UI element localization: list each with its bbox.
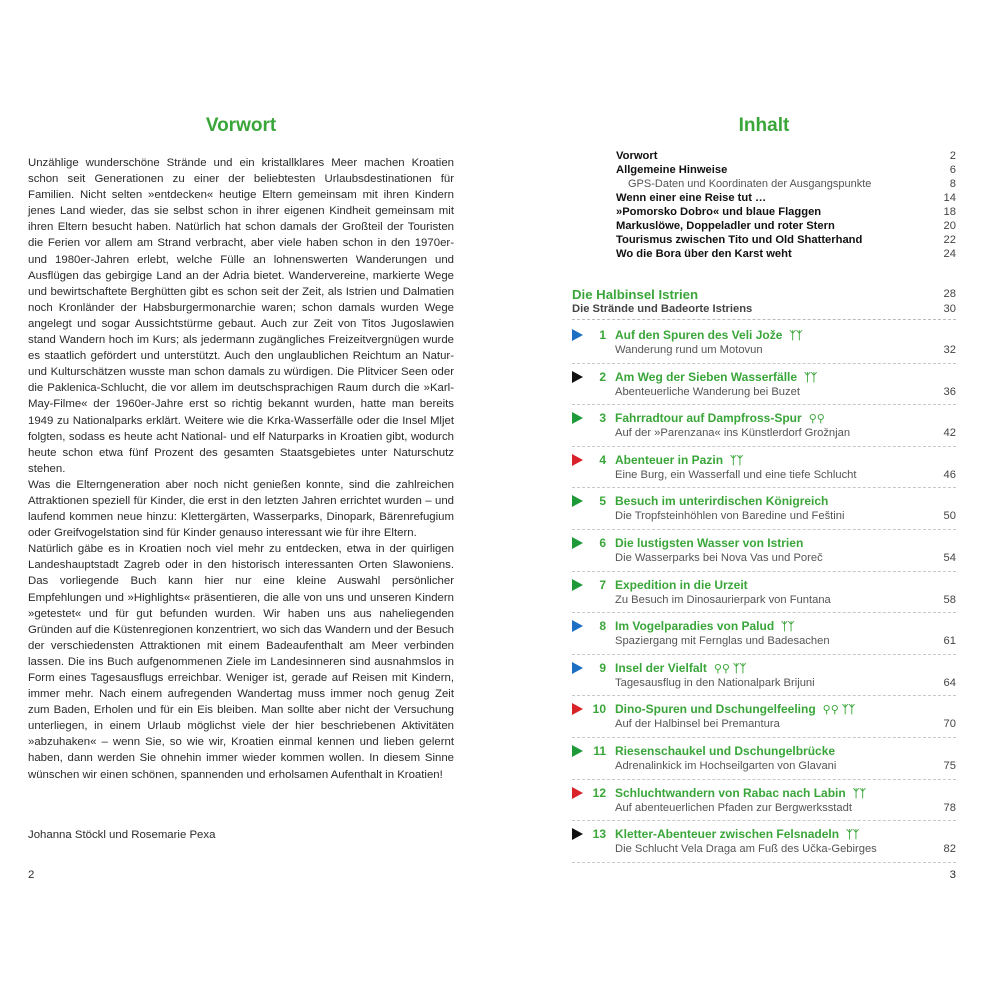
- activity-icon: ᛉᛉ: [730, 454, 744, 467]
- toc-entry[interactable]: [616, 149, 956, 163]
- toc-entry[interactable]: [616, 191, 956, 205]
- route-number: 5: [599, 494, 606, 509]
- route-number: 4: [599, 452, 606, 467]
- route-title: [615, 494, 828, 508]
- triangle-marker-icon: [572, 371, 583, 383]
- route-subtitle: Wanderung rund um Motovun: [615, 344, 763, 356]
- route-subtitle: Auf der Halbinsel bei Premantura: [615, 718, 780, 731]
- route-number: 8: [599, 619, 606, 634]
- toc-entry[interactable]: [616, 247, 956, 261]
- route-divider: [572, 404, 956, 405]
- toc-entry-page: 14: [943, 192, 956, 204]
- toc-entry-page: 20: [943, 220, 956, 232]
- route-title: [615, 328, 803, 342]
- route-entry[interactable]: [572, 784, 956, 826]
- triangle-marker-icon: [572, 412, 583, 424]
- route-entry[interactable]: [572, 576, 956, 618]
- route-title: [615, 536, 803, 550]
- paragraph-3: Natürlich gäbe es in Kroatien noch viel mehr zu entdecken, etwa in der quirligen Landeshauptstadt Zagreb oder in den historisch interessanten Orten Slawoniens. Das vorliegende Buch kann hier nur eine kleine Auswahl persönlicher Empfehlungen und »Highlights« präsentieren, die alle von uns und unseren Kindern »getestet« und für gut befunden wurden. Wir haben uns aus naheliegenden Gründen auf die Küstenregionen konzentriert, wo sich das Wandern und der Besuch der verschiedensten Attraktionen mit einem Badeaufenthalt am Meer verbinden lassen. Die ins Buch aufgenommenen Ziele im Landesinneren sind ausnahmslos in Form eines Tagesausflugs erreichbar. Weniger ist, gerade auf Reisen mit Kindern, immer mehr. Nach einem aufregenden Wandertag muss immer noch genug Zeit zum Baden, Erholen und für ein Eis bleiben. Man sollte aber nicht der Versuchung unterliegen, in einem Urlaub möglichst viele der hier beschriebenen Aktivitäten »abzuhaken« – wenn Sie, so wie wir, Kroatien einmal kennen und lieben gelernt haben, dann werden Sie ohnehin immer wieder kommen wollen. In diesem Sinne wünschen wir einen schönen, spannenden und erholsamen Aufenthalt in Kroatien!: [28, 543, 454, 781]
- route-title-text: Am Weg der Sieben Wasserfälle: [615, 369, 798, 384]
- route-number: 6: [599, 535, 606, 550]
- route-subtitle: Spaziergang mit Fernglas und Badesachen: [615, 635, 830, 648]
- toc-entry[interactable]: [616, 205, 956, 219]
- triangle-marker-icon: [572, 495, 583, 507]
- toc-entry-title: Markuslöwe, Doppeladler und roter Stern: [616, 220, 835, 232]
- toc-entry[interactable]: [616, 219, 956, 233]
- route-title-text: Fahrradtour auf Dampfross-Spur: [615, 411, 802, 426]
- route-page: 75: [943, 759, 956, 772]
- route-entry[interactable]: [572, 659, 956, 701]
- toc-entry-title: Vorwort: [616, 150, 658, 162]
- route-page: 50: [943, 510, 956, 523]
- section-divider: [572, 319, 956, 320]
- route-page: 46: [943, 468, 956, 481]
- section-title-row[interactable]: [572, 287, 956, 302]
- triangle-marker-icon: [572, 787, 583, 799]
- triangle-marker-icon: [572, 579, 583, 591]
- activity-icon: ⚲⚲: [808, 413, 825, 426]
- section-istrien: [572, 287, 956, 317]
- route-page: 64: [943, 676, 956, 689]
- route-number: 1: [599, 328, 606, 342]
- route-number: 11: [593, 743, 606, 758]
- toc-entry-page: 8: [949, 178, 956, 190]
- triangle-marker-icon: [572, 454, 583, 466]
- route-subtitle: Die Schlucht Vela Draga am Fuß des Učka-Gebirges: [615, 843, 877, 856]
- toc-entry-page: 24: [943, 248, 956, 260]
- section-subtitle-row[interactable]: [572, 302, 956, 317]
- toc-entry-title: GPS-Daten und Koordinaten der Ausgangspunkte: [628, 178, 872, 190]
- route-divider: [572, 612, 956, 613]
- route-entry[interactable]: [572, 700, 956, 742]
- route-divider: [572, 446, 956, 447]
- route-page: 32: [943, 344, 956, 356]
- route-title-text: Schluchtwandern von Rabac nach Labin: [615, 785, 846, 800]
- route-title-text: Die lustigsten Wasser von Istrien: [615, 535, 804, 550]
- route-divider: [572, 529, 956, 530]
- triangle-marker-icon: [572, 662, 583, 674]
- paragraph-2: Was die Elterngeneration aber noch nicht genießen konnte, sind die zahlreichen Attraktionen speziell für Kinder, die erst in den letzten Jahren errichtet wurden – und laufend kommen neue hinzu: Klettergärten, Wasserparks, Dinopark, Bärenrefugium oder Greifvogelstation sind für Kinder genauso interessant wie für ihre Eltern.: [28, 478, 454, 540]
- toc-entry[interactable]: [616, 163, 956, 177]
- route-page: 58: [943, 593, 956, 606]
- toc-entry-title: Wo die Bora über den Karst weht: [616, 248, 792, 260]
- route-divider: [572, 737, 956, 738]
- activity-icon: ᛉᛉ: [846, 829, 860, 842]
- toc-entry-page: 18: [943, 206, 956, 218]
- triangle-marker-icon: [572, 620, 583, 632]
- route-number: 9: [599, 660, 606, 675]
- route-number: 3: [599, 411, 606, 426]
- section-subtitle-page: 30: [943, 303, 956, 315]
- route-entry[interactable]: [572, 742, 956, 784]
- route-title-text: Auf den Spuren des Veli Jože: [615, 328, 783, 342]
- route-title: [615, 661, 746, 675]
- left-page: [28, 0, 454, 984]
- route-divider: [572, 654, 956, 655]
- route-number: 10: [592, 702, 606, 717]
- route-divider: [572, 695, 956, 696]
- route-title: [615, 453, 743, 467]
- route-title: [615, 578, 748, 592]
- page-number-left: 2: [28, 869, 35, 881]
- activity-icon: ⚲⚲ ᛉᛉ: [822, 704, 856, 717]
- toc-entry[interactable]: [616, 233, 956, 247]
- toc-entry-title: Wenn einer eine Reise tut …: [616, 192, 767, 204]
- authors: Johanna Stöckl und Rosemarie Pexa: [28, 829, 216, 841]
- activity-icon: ᛉᛉ: [789, 330, 803, 342]
- front-matter-list: [616, 149, 956, 261]
- route-subtitle: Auf abenteuerlichen Pfaden zur Bergwerksstadt: [615, 801, 852, 814]
- activity-icon: ᛉᛉ: [852, 787, 866, 800]
- page-title-vorwort: Vorwort: [205, 115, 277, 136]
- route-title: [615, 702, 855, 716]
- activity-icon: ⚲⚲ ᛉᛉ: [713, 662, 747, 675]
- toc-entry-title: Tourismus zwischen Tito und Old Shatterhand: [616, 234, 863, 246]
- toc-entry[interactable]: [616, 177, 956, 191]
- route-page: 70: [943, 718, 956, 731]
- route-title-text: Kletter-Abenteuer zwischen Felsnadeln: [615, 827, 840, 842]
- triangle-marker-icon: [572, 329, 583, 341]
- route-subtitle: Eine Burg, ein Wasserfall und eine tiefe Schlucht: [615, 468, 857, 481]
- route-subtitle: Tagesausflug in den Nationalpark Brijuni: [615, 676, 815, 689]
- toc-entry-title: Allgemeine Hinweise: [616, 164, 728, 176]
- route-page: 78: [943, 801, 956, 814]
- route-number: 12: [592, 785, 606, 800]
- toc-entry-page: 22: [943, 234, 956, 246]
- route-title: [615, 619, 794, 633]
- section-title: Die Halbinsel Istrien: [572, 287, 699, 302]
- section-title-page: 28: [943, 288, 956, 300]
- route-title-text: Abenteuer in Pazin: [615, 452, 724, 467]
- toc-entry-title: »Pomorsko Dobro« und blaue Flaggen: [616, 206, 822, 218]
- route-page: 54: [943, 551, 956, 564]
- route-title-text: Besuch im unterirdischen Königreich: [615, 494, 829, 509]
- section-subtitle: Die Strände und Badeorte Istriens: [572, 303, 753, 315]
- paragraph-1: Unzählige wunderschöne Strände und ein kristallklares Meer machen Kroatien schon seit Generationen zu einer der beliebtesten Urlaubsdestinationen für Familien. Nicht selten »entdecken« heutige Eltern gemeinsam mit ihren Kindern jenes Land wieder, das sie selbst schon in ihrer eigenen Kindheit gemeinsam mit ihren Eltern besucht haben. Natürlich hat schon damals der Großteil der Touristen die Ferien vor allem am Strand verbracht, aber viele haben schon in den 1970er- und 1980er-Jahren erlebt, welche Fülle an lohnenswerten Wanderungen und Ausflügen das gebirgige Land an der Adria bietet. Wandervereine, markierte Wege und bewirtschaftete Berghütten gibt es schon seit der Zeit, als Istrien und Dalmatien noch Kronländer der Habsburgermonarchie waren; schon damals wurden Wege angelegt und sogar Aussichtstürme gebaut. Auch zur Zeit von Titos Jugoslawien stand Wandern hoch im Kurs; als jedermann zugängliches Freizeitvergnügen wurde es staatlich gefördert und unterstützt. Auch den unglaublichen Reichtum an Natur- und Kulturschätzen wusste man schon damals zu würdigen. Die Plitvicer Seen oder die Paklenica-Schlucht, die vor allem im deutschsprachigen Raum durch die »Karl-May-Filme« der 1960er-Jahre erst so richtig bekannt wurden, hatte man bereits 1949 zu Nationalparks erklärt. Weitere wie die Krka-Wasserfälle oder die Insel Mljet folgten, sodass es heute acht National- und elf Naturparks in Kroatien gibt, wodurch heute schon etwa fünf Prozent des gesamten Staatsgebietes unter Naturschutz stehen.: [28, 157, 454, 475]
- route-divider: [572, 862, 956, 863]
- route-page: 42: [943, 427, 956, 440]
- route-title: [615, 827, 859, 841]
- route-entry[interactable]: [572, 492, 956, 534]
- route-subtitle: Adrenalinkick im Hochseilgarten von Glavani: [615, 759, 837, 772]
- route-title-text: Riesenschaukel und Dschungelbrücke: [615, 743, 836, 758]
- route-title: [615, 786, 866, 800]
- triangle-marker-icon: [572, 745, 583, 757]
- triangle-marker-icon: [572, 537, 583, 549]
- route-subtitle: Zu Besuch im Dinosaurierpark von Funtana: [615, 593, 831, 606]
- foreword-text: [28, 155, 454, 783]
- triangle-marker-icon: [572, 828, 583, 840]
- route-entry[interactable]: [572, 326, 956, 368]
- triangle-marker-icon: [572, 703, 583, 715]
- route-entry[interactable]: [572, 451, 956, 493]
- route-entry[interactable]: [572, 409, 956, 451]
- route-entry[interactable]: [572, 368, 956, 410]
- route-title: [615, 411, 825, 425]
- route-divider: [572, 571, 956, 572]
- route-entry[interactable]: [572, 534, 956, 576]
- route-page: 36: [943, 385, 956, 398]
- route-divider: [572, 820, 956, 821]
- routes-list: [572, 326, 956, 867]
- route-number: 13: [592, 827, 606, 842]
- route-divider: [572, 363, 956, 364]
- route-title-text: Im Vogelparadies von Palud: [615, 619, 775, 634]
- route-title-text: Expedition in die Urzeit: [615, 577, 748, 592]
- route-page: 82: [943, 843, 956, 856]
- route-title-text: Insel der Vielfalt: [615, 660, 707, 675]
- route-entry[interactable]: [572, 617, 956, 659]
- route-divider: [572, 487, 956, 488]
- activity-icon: ᛉᛉ: [804, 371, 818, 384]
- route-title: [615, 744, 835, 758]
- toc-entry-page: 2: [949, 150, 956, 162]
- right-page: [572, 0, 956, 984]
- route-subtitle: Die Wasserparks bei Nova Vas und Poreč: [615, 551, 823, 564]
- route-subtitle: Abenteuerliche Wanderung bei Buzet: [615, 385, 800, 398]
- page-number-right: 3: [949, 869, 956, 881]
- route-number: 2: [599, 369, 606, 384]
- route-entry[interactable]: [572, 825, 956, 867]
- route-title-text: Dino-Spuren und Dschungelfeeling: [615, 702, 816, 717]
- route-subtitle: Die Tropfsteinhöhlen von Baredine und Feštini: [615, 510, 845, 523]
- route-number: 7: [599, 577, 606, 592]
- route-title: [615, 370, 817, 384]
- route-page: 61: [943, 635, 956, 648]
- activity-icon: ᛉᛉ: [781, 621, 795, 634]
- page-title-inhalt: Inhalt: [738, 115, 790, 136]
- toc-entry-page: 6: [949, 164, 956, 176]
- route-subtitle: Auf der »Parenzana« ins Künstlerdorf Grožnjan: [615, 427, 851, 440]
- route-divider: [572, 779, 956, 780]
